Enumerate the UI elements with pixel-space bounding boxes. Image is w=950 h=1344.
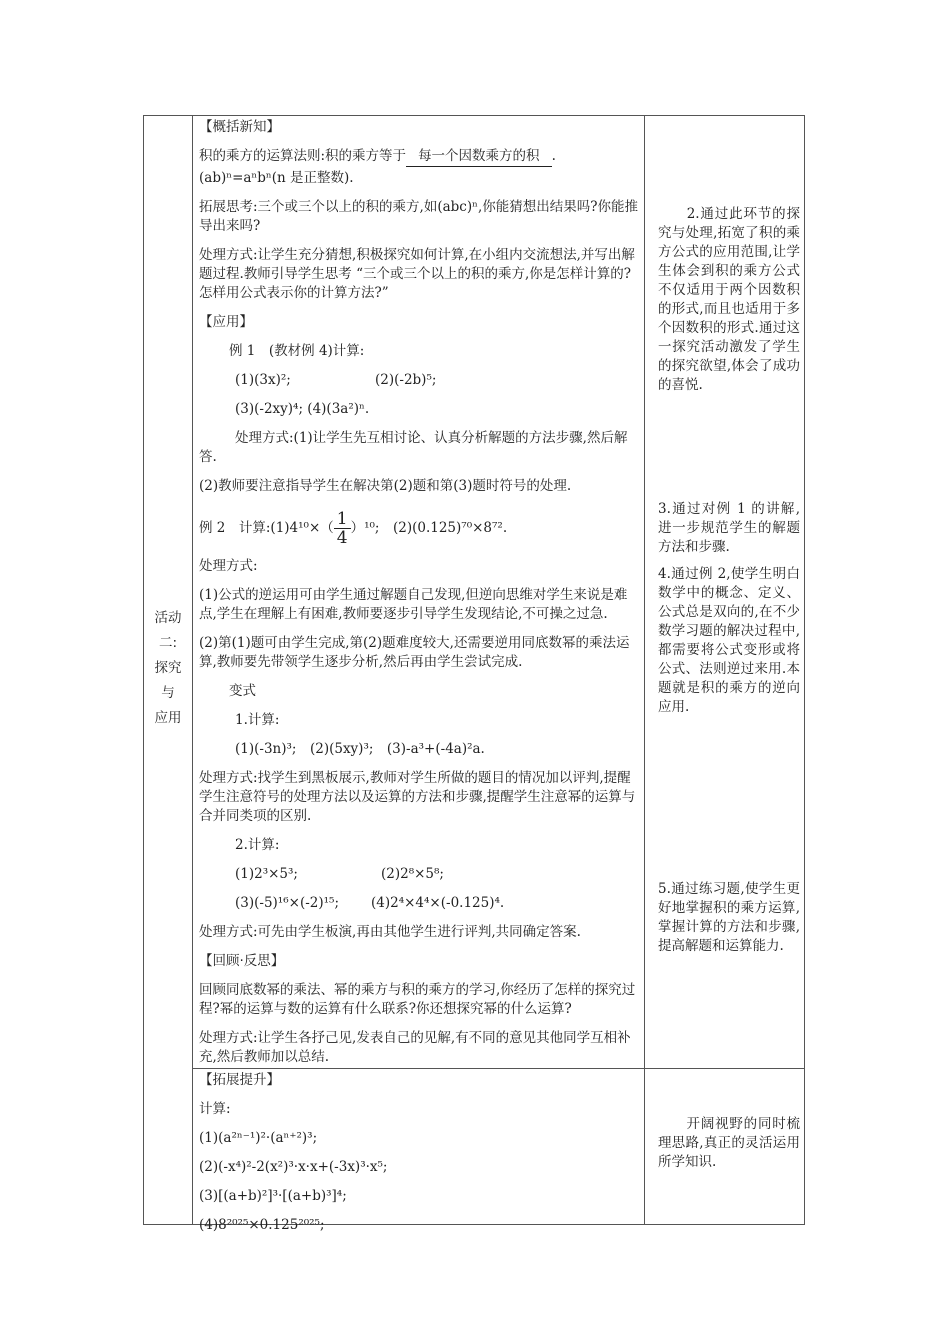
note-4: 4.通过例 2,使学生明白数学中的概念、定义、公式总是双向的,在不少数学习题的解决过程中,都需要将公式变形或将公式、法则逆过来用.本题就是积的乘方的逆向应用. — [658, 566, 800, 715]
activity-column — [144, 116, 192, 1224]
activity-label: 活动 二: 探究 与 应用 — [154, 610, 182, 726]
extend-thinking: 拓展思考:三个或三个以上的积的乘方,如(abc)ⁿ,你能猜想出结果吗?你能推导出来吗? — [199, 199, 638, 234]
section-header-extend: 【拓展提升】 — [199, 1072, 280, 1088]
review-text: 回顾同底数幂的乘法、幂的乘方与积的乘方的学习,你经历了怎样的探究过程?幂的运算与数的运算有什么联系?你还想探究幂的什么运算? — [199, 982, 636, 1017]
method-paragraph-1: 处理方式:让学生充分猜想,积极探究如何计算,在小组内交流想法,并写出解题过程.教师引导学生思考 “三个或三个以上的积的乘方,你是怎样计算的?怎样用公式表示你的计算方法?” — [199, 247, 635, 301]
note-3: 3.通过对例 1 的讲解,进一步规范学生的解题方法和步骤. — [658, 501, 800, 555]
section-header-summary: 【概括新知】 — [199, 119, 280, 135]
variant-2-row-2: (3)(-5)¹⁶×(-2)¹⁵; (4)2⁴×4⁴×(-0.125)⁴. — [235, 895, 505, 911]
column-divider-left — [192, 116, 193, 1224]
rule-formula: (ab)ⁿ=aⁿbⁿ(n 是正整数). — [199, 170, 354, 186]
example-1-row-1: (1)(3x)²; (2)(-2b)⁵; — [235, 372, 437, 388]
example-1-method-2: (2)教师要注意指导学生在解决第(2)题和第(3)题时符号的处理. — [199, 478, 572, 494]
column-divider-right — [644, 116, 645, 1224]
example-2-method: 处理方式: — [199, 558, 258, 574]
rule-paragraph: 积的乘方的运算法则:积的乘方等于 每一个因数乘方的积 . — [199, 147, 641, 167]
section-header-apply: 【应用】 — [199, 314, 253, 330]
fraction-one-quarter: $\frac{1}{4}$ — [334, 510, 351, 547]
variant-1-items: (1)(-3n)³; (2)(5xy)³; (3)-a³+(-4a)²a. — [235, 741, 485, 757]
example-2-method-2: (2)第(1)题可由学生完成,第(2)题难度较大,还需要逆用同底数幂的乘法运算,教师要先带领学生逐步分析,然后再由学生尝试完成. — [199, 635, 630, 670]
note-5: 5.通过练习题,使学生更好地掌握积的乘方运算,掌握计算的方法和步骤,提高解题和运算能力. — [658, 881, 800, 954]
note-6: 开阔视野的同时梳理思路,真正的灵活运用所学知识. — [658, 1116, 800, 1170]
main-content — [199, 118, 641, 1077]
variant-title: 变式 — [229, 683, 256, 699]
example-1-title: 例 1 (教材例 4)计算: — [229, 343, 365, 359]
variant-2-row-1: (1)2³×5³; (2)2⁸×5⁸; — [235, 866, 444, 882]
variant-1-title: 1.计算: — [235, 712, 280, 728]
example-2-method-1: (1)公式的逆运用可由学生通过解题自己发现,但逆向思维对学生来说是难点,学生在理解上有困难,教师要逐步引导学生发现结论,不可操之过急. — [199, 587, 628, 622]
variant-2-title: 2.计算: — [235, 837, 280, 853]
extend-title: 计算: — [199, 1101, 231, 1117]
variant-1-method: 处理方式:找学生到黑板展示,教师对学生所做的题目的情况加以评判,提醒学生注意符号的处理方法以及运算的方法和步骤,提醒学生注意幂的运算与合并同类项的区别. — [199, 770, 636, 824]
review-method: 处理方式:让学生各抒己见,发表自己的见解,有不同的意见其他同学互相补充,然后教师加以总结. — [199, 1030, 631, 1065]
extend-content — [199, 1071, 641, 1245]
example-2: 例 2 计算:(1)4¹⁰×（ $\frac{1}{4}$ ）¹⁰; (2)(0.125)⁷⁰×8⁷². — [199, 509, 508, 548]
extend-question-2: (2)(-x⁴)²-2(x²)³·x·x+(-3x)³·x⁵; — [199, 1159, 388, 1175]
extend-question-3: (3)[(a+b)²]³·[(a+b)³]⁴; — [199, 1188, 347, 1204]
note-2: 2.通过此环节的探究与处理,拓宽了积的乘方公式的应用范围,让学生体会到积的乘方公式不仅适用于两个因数积的形式,而且也适用于多个因数积的形式.通过这一探究活动激发了学生的探究欲望,体会了成功的喜悦. — [658, 206, 800, 393]
variant-2-method: 处理方式:可先由学生板演,再由其他学生进行评判,共同确定答案. — [199, 924, 581, 940]
extend-question-4: (4)8²⁰²⁵×0.125²⁰²⁵; — [199, 1217, 325, 1233]
example-1-row-2: (3)(-2xy)⁴; (4)(3a²)ⁿ. — [235, 401, 370, 417]
rule-blank-answer: 每一个因数乘方的积 — [406, 147, 552, 167]
section-header-review: 【回顾·反思】 — [199, 953, 285, 969]
extend-question-1: (1)(a²ⁿ⁻¹)²·(aⁿ⁺²)³; — [199, 1130, 318, 1146]
example-1-method: 处理方式:(1)让学生先互相讨论、认真分析解题的方法步骤,然后解答. — [199, 430, 628, 465]
